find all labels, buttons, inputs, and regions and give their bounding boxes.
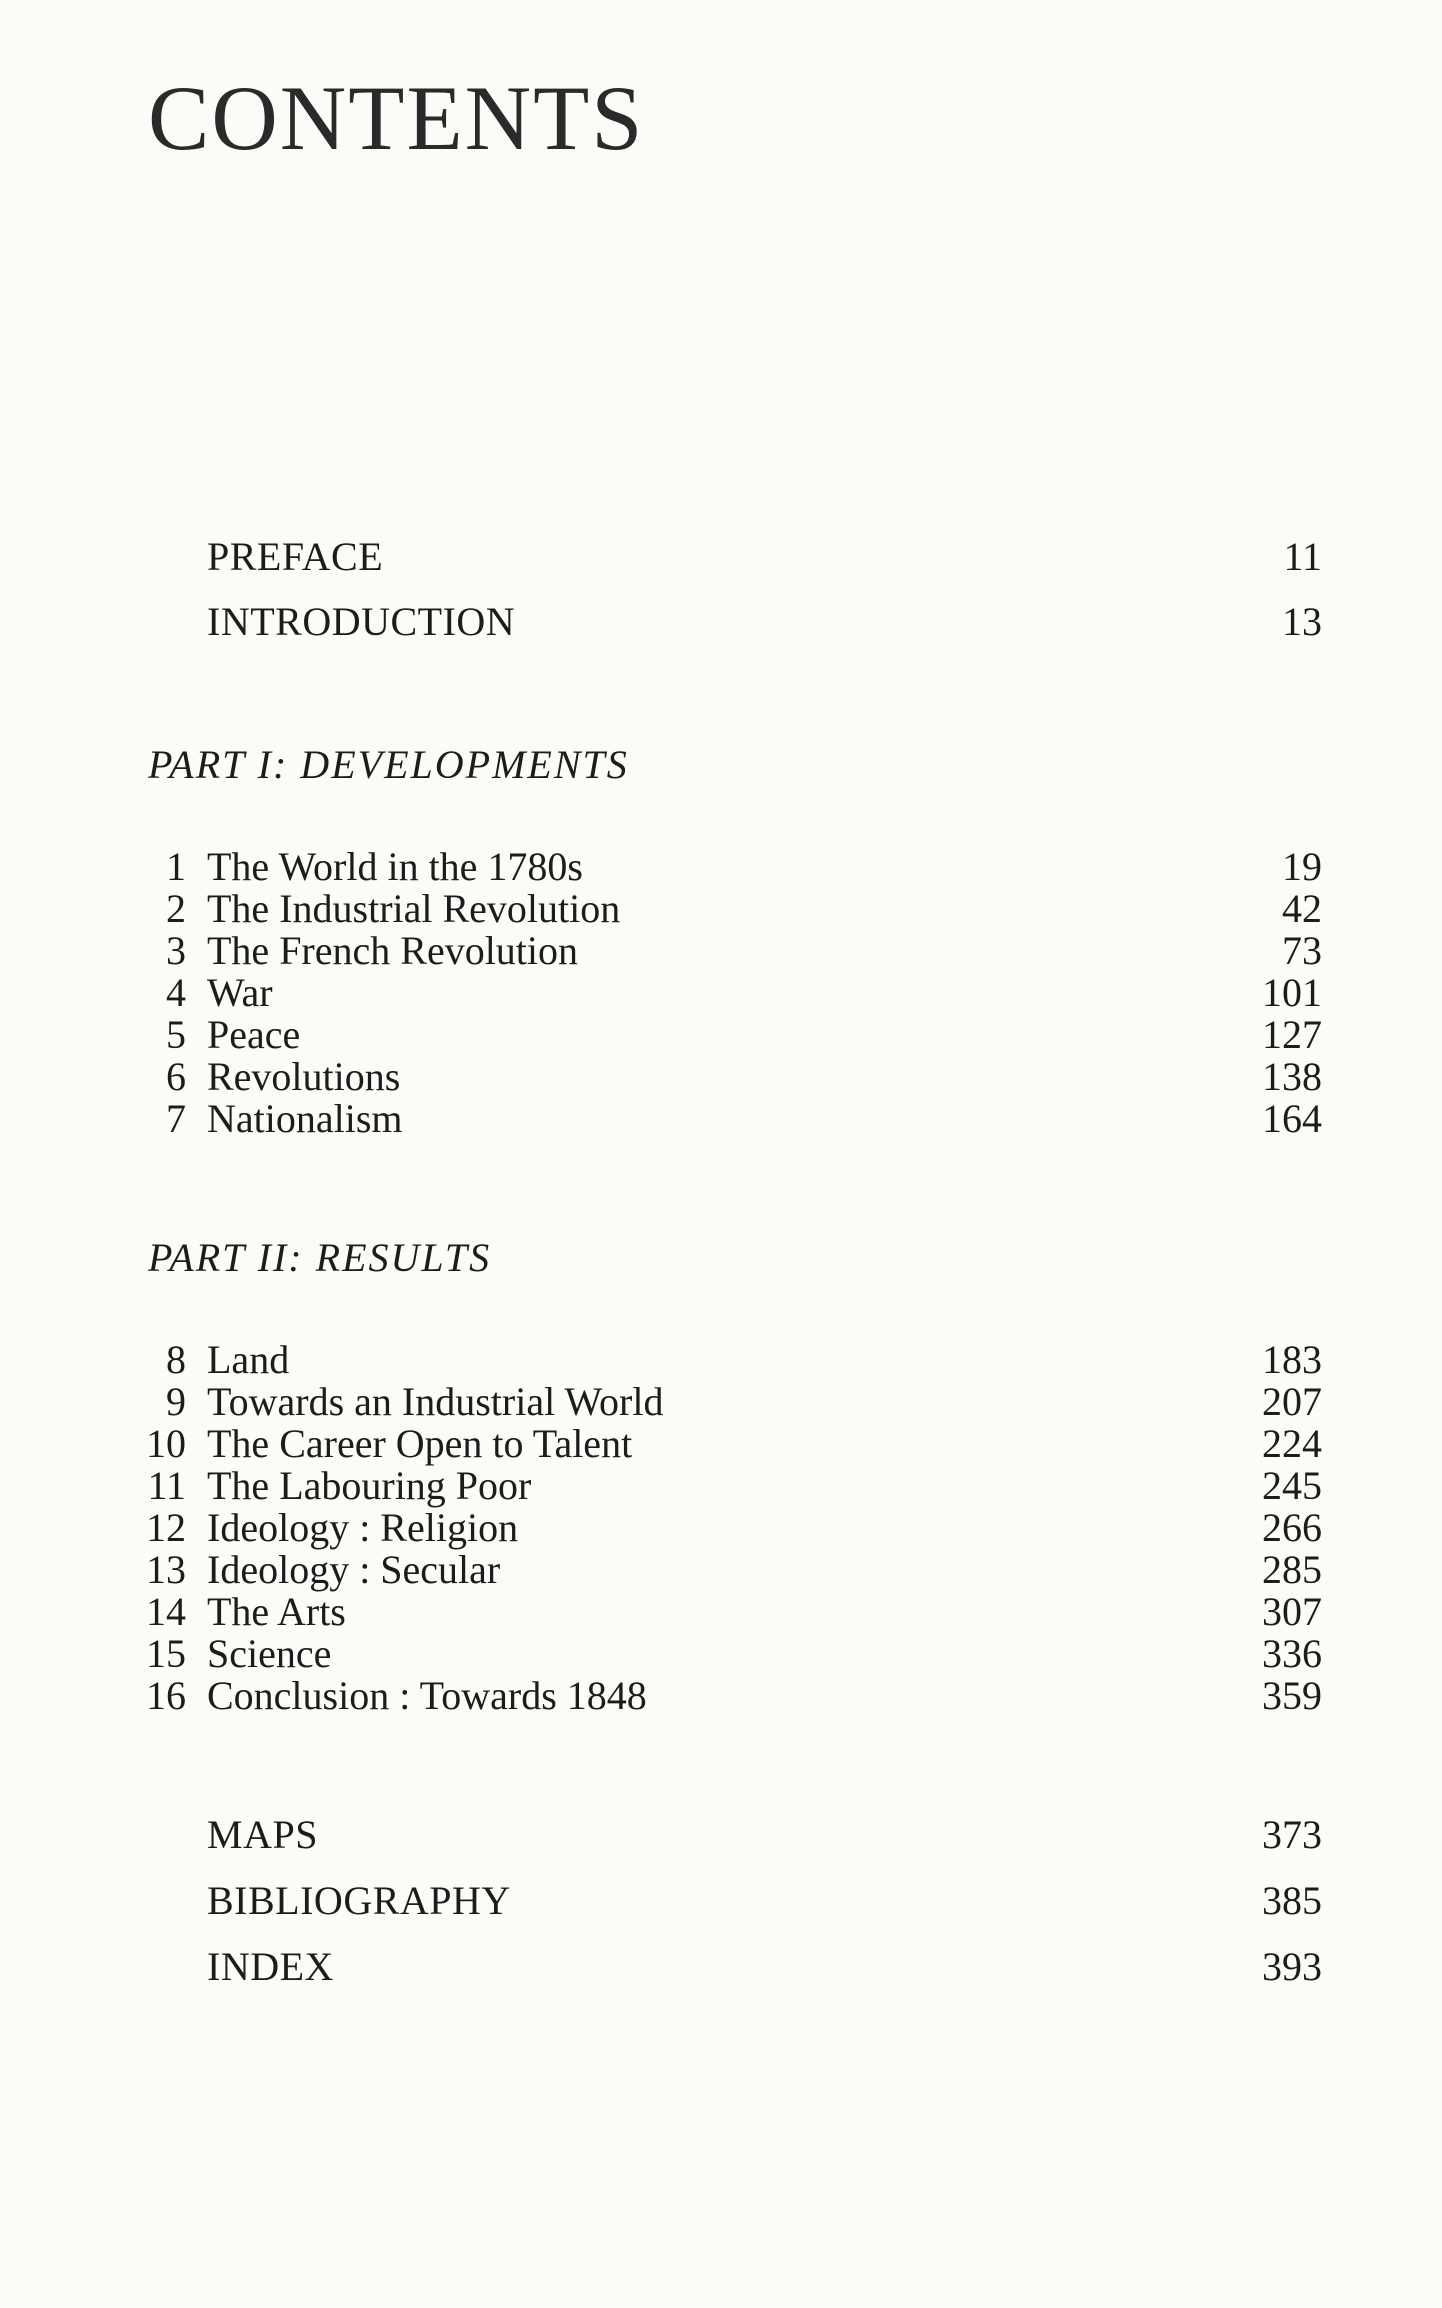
chapter-number: 7: [166, 1096, 186, 1141]
chapter-number: 3: [166, 928, 186, 973]
chapter-number: 8: [166, 1337, 186, 1382]
chapter-entry[interactable]: [0, 1672, 1442, 1720]
chapter-number: 12: [146, 1505, 186, 1550]
chapter-title: Ideology : Religion: [207, 1505, 519, 1550]
chapter-page-number: 207: [1262, 1379, 1322, 1424]
page-title: CONTENTS: [148, 67, 645, 169]
chapter-title: The French Revolution: [207, 928, 579, 973]
chapter-entry[interactable]: [0, 1053, 1442, 1101]
chapter-number: 13: [146, 1547, 186, 1592]
chapter-entry[interactable]: [0, 1630, 1442, 1678]
chapter-entry[interactable]: [0, 1420, 1442, 1468]
chapter-page-number: 359: [1262, 1673, 1322, 1718]
chapter-page-number: 164: [1262, 1096, 1322, 1141]
toc-entry-preface[interactable]: [0, 533, 1442, 581]
chapter-entry[interactable]: [0, 1462, 1442, 1510]
chapter-entry[interactable]: [0, 1011, 1442, 1059]
entry-page-number: 393: [1262, 1944, 1322, 1989]
chapter-title: The Career Open to Talent: [207, 1421, 633, 1466]
chapter-title: The Arts: [207, 1589, 346, 1634]
chapter-title: War: [207, 970, 273, 1015]
toc-entry-index[interactable]: [0, 1943, 1442, 1991]
entry-page-number: 373: [1262, 1812, 1322, 1857]
chapter-title: Towards an Industrial World: [207, 1379, 664, 1424]
chapter-title: Peace: [207, 1012, 301, 1057]
chapter-number: 6: [166, 1054, 186, 1099]
chapter-number: 4: [166, 970, 186, 1015]
entry-label: PREFACE: [207, 534, 384, 579]
chapter-page-number: 224: [1262, 1421, 1322, 1466]
chapter-entry[interactable]: [0, 1546, 1442, 1594]
chapter-page-number: 183: [1262, 1337, 1322, 1382]
chapter-page-number: 42: [1282, 886, 1322, 931]
chapter-title: Revolutions: [207, 1054, 401, 1099]
entry-label: INDEX: [207, 1944, 334, 1989]
part-heading: PART I: DEVELOPMENTS: [148, 742, 629, 787]
entry-label: INTRODUCTION: [207, 599, 516, 644]
chapter-number: 11: [147, 1463, 186, 1508]
chapter-title: Nationalism: [207, 1096, 403, 1141]
chapter-number: 9: [166, 1379, 186, 1424]
chapter-page-number: 245: [1262, 1463, 1322, 1508]
chapter-title: Land: [207, 1337, 290, 1382]
chapter-title: The World in the 1780s: [207, 844, 583, 889]
chapter-title: The Industrial Revolution: [207, 886, 621, 931]
chapter-entry[interactable]: [0, 927, 1442, 975]
chapter-entry[interactable]: [0, 969, 1442, 1017]
toc-entry-introduction[interactable]: [0, 598, 1442, 646]
chapter-entry[interactable]: [0, 1504, 1442, 1552]
chapter-number: 5: [166, 1012, 186, 1057]
chapter-entry[interactable]: [0, 843, 1442, 891]
entry-page-number: 13: [1282, 599, 1322, 644]
chapter-number: 14: [146, 1589, 186, 1634]
entry-label: MAPS: [207, 1812, 318, 1857]
chapter-entry[interactable]: [0, 1095, 1442, 1143]
chapter-title: Ideology : Secular: [207, 1547, 501, 1592]
entry-page-number: 385: [1262, 1878, 1322, 1923]
entry-label: BIBLIOGRAPHY: [207, 1878, 511, 1923]
chapter-title: Science: [207, 1631, 332, 1676]
chapter-title: The Labouring Poor: [207, 1463, 532, 1508]
chapter-entry[interactable]: [0, 1588, 1442, 1636]
chapter-title: Conclusion : Towards 1848: [207, 1673, 647, 1718]
entry-page-number: 11: [1283, 534, 1322, 579]
chapter-page-number: 73: [1282, 928, 1322, 973]
chapter-page-number: 266: [1262, 1505, 1322, 1550]
chapter-page-number: 127: [1262, 1012, 1322, 1057]
chapter-page-number: 19: [1282, 844, 1322, 889]
chapter-number: 2: [166, 886, 186, 931]
chapter-page-number: 285: [1262, 1547, 1322, 1592]
part-heading: PART II: RESULTS: [148, 1235, 492, 1280]
chapter-entry[interactable]: [0, 1378, 1442, 1426]
chapter-number: 15: [146, 1631, 186, 1676]
chapter-page-number: 307: [1262, 1589, 1322, 1634]
chapter-page-number: 101: [1262, 970, 1322, 1015]
toc-entry-maps[interactable]: [0, 1811, 1442, 1859]
chapter-page-number: 336: [1262, 1631, 1322, 1676]
toc-entry-bibliography[interactable]: [0, 1877, 1442, 1925]
chapter-entry[interactable]: [0, 885, 1442, 933]
chapter-number: 16: [146, 1673, 186, 1718]
chapter-number: 10: [146, 1421, 186, 1466]
chapter-page-number: 138: [1262, 1054, 1322, 1099]
chapter-entry[interactable]: [0, 1336, 1442, 1384]
chapter-number: 1: [166, 844, 186, 889]
